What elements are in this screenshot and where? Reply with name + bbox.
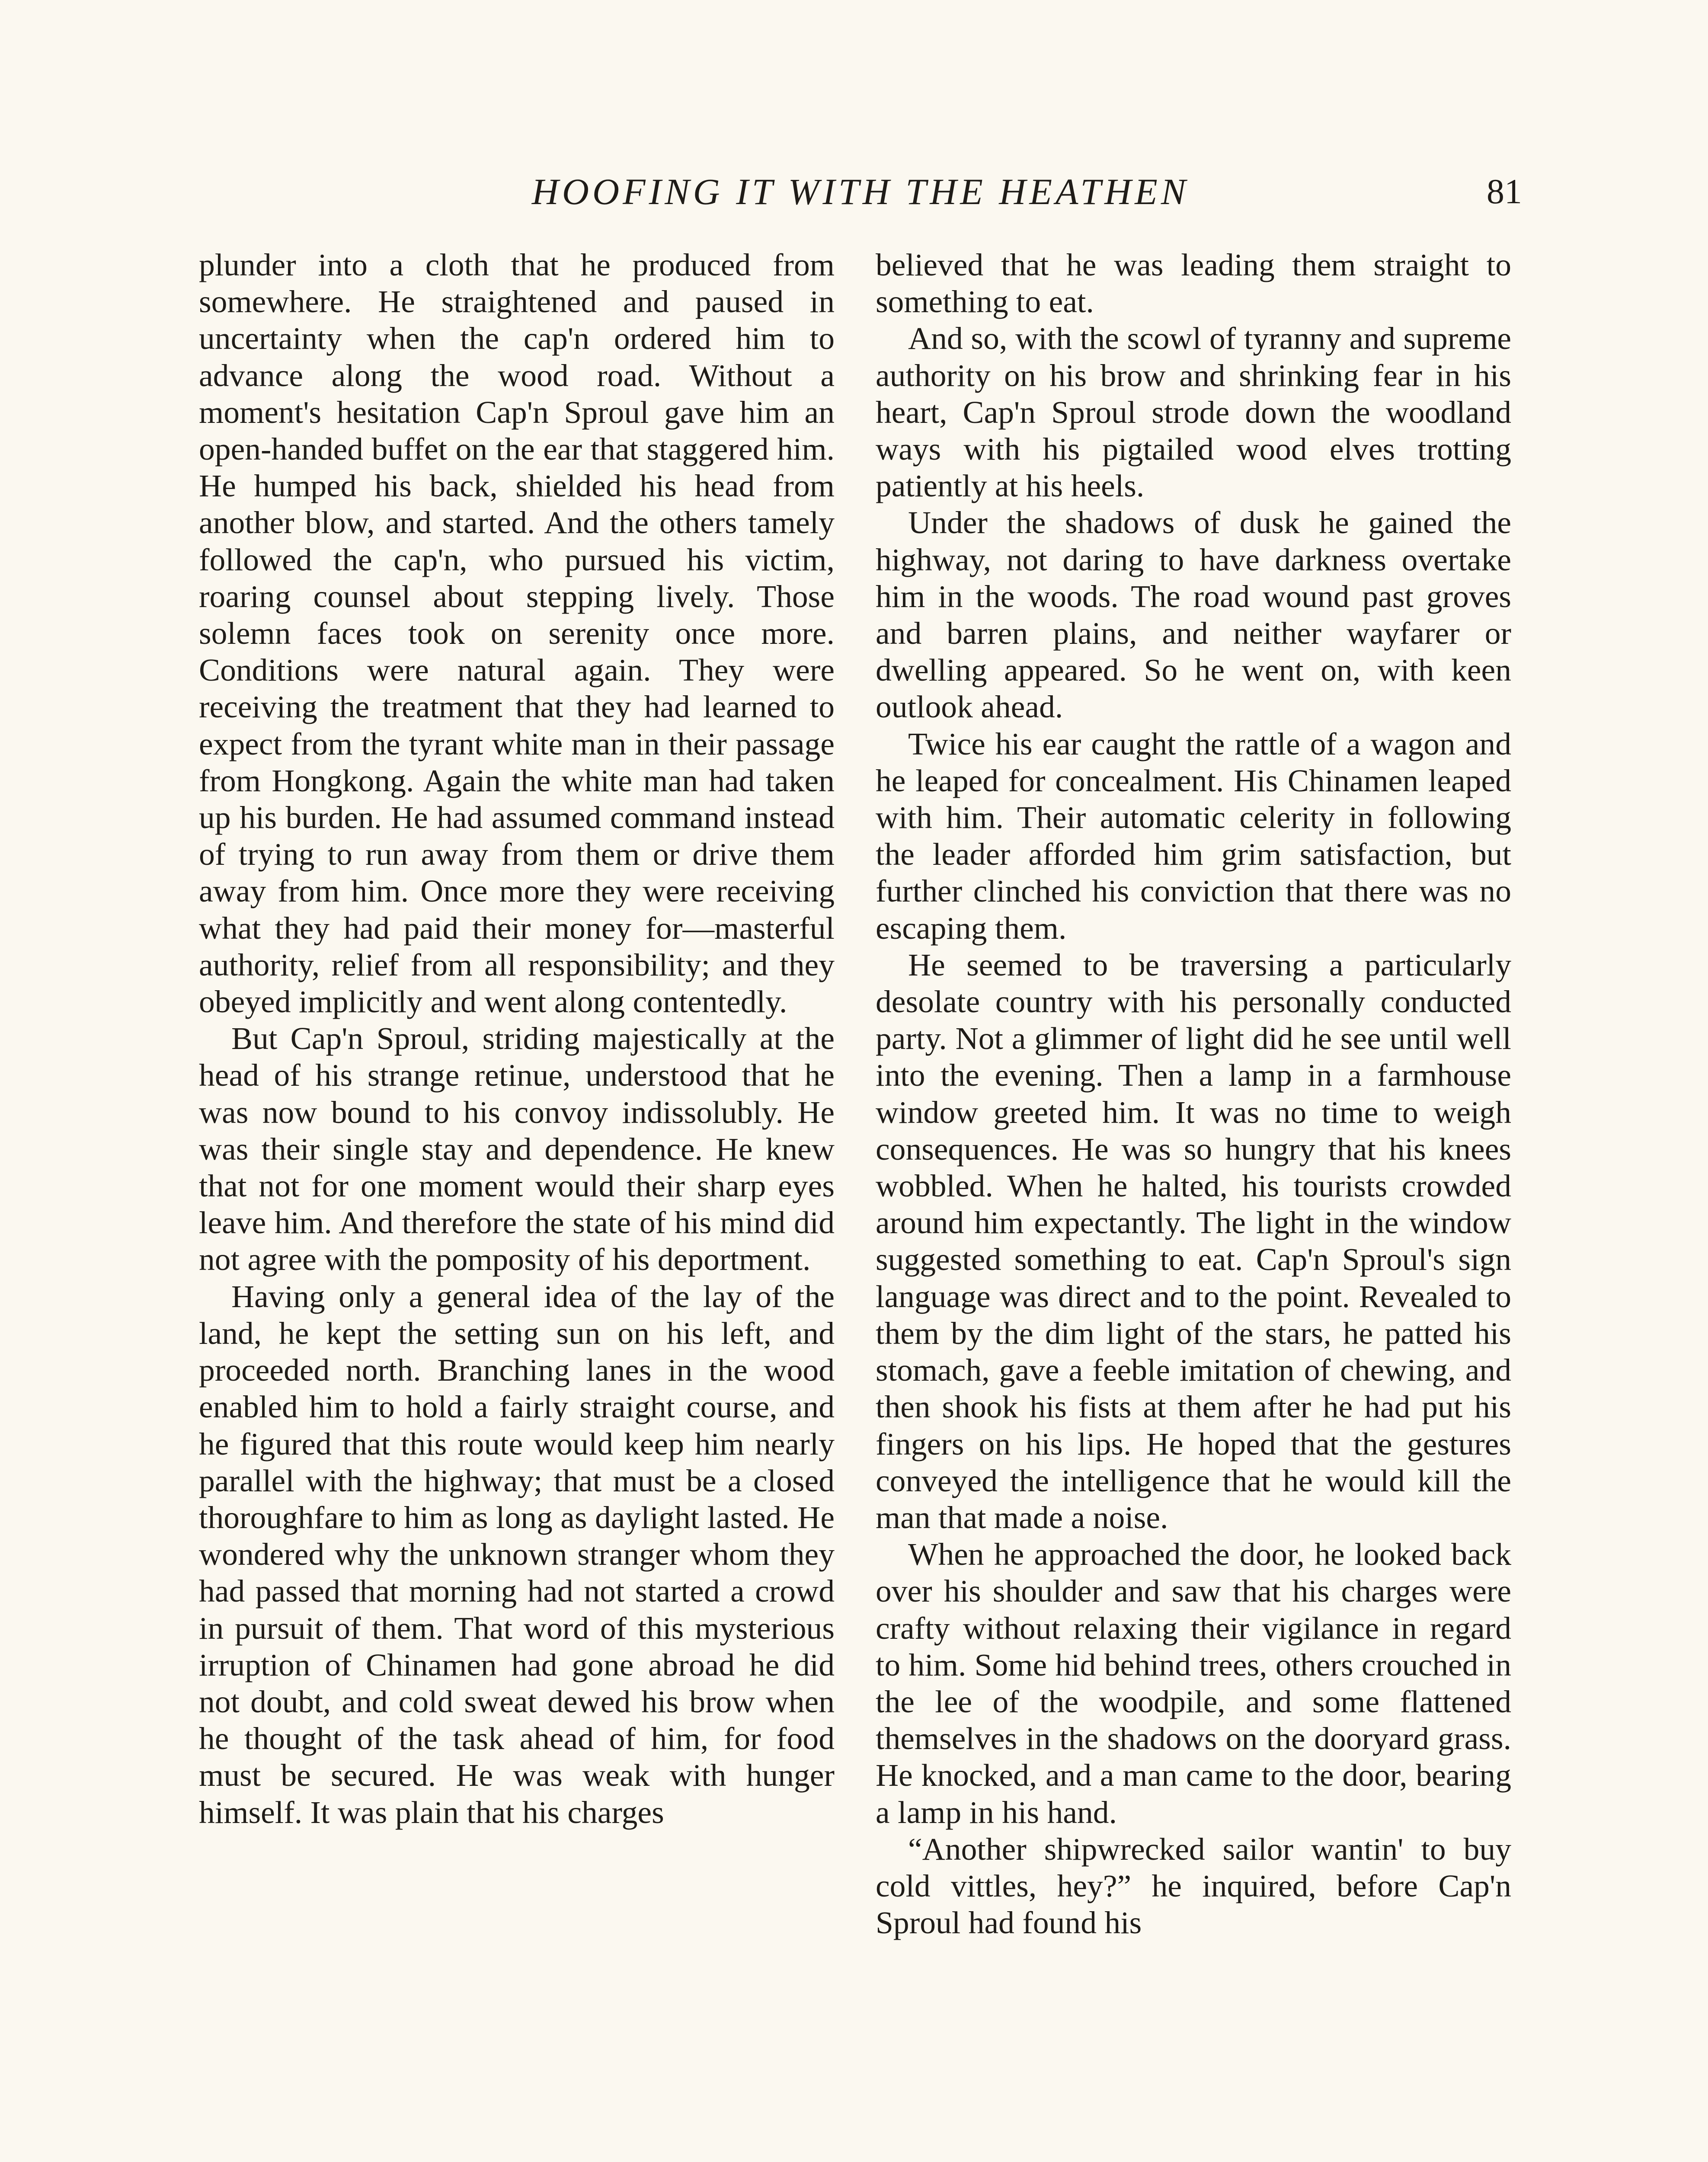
right-column: [876, 246, 1511, 1941]
paragraph: But Cap'n Sproul, striding majestically at the head of his strange retinue, understood that he was now bound to his convoy indissolubly. He was their single stay and dependence. He knew that not for one moment would their sharp eyes leave him. And therefore the state of his mind did not agree with the pomposity of his deportment.: [199, 1020, 835, 1277]
paragraph: He seemed to be traversing a particularly desolate country with his personally conducted party. Not a glimmer of light did he see until well into the evening. Then a lamp in a farmhouse window greeted him. It was no time to weigh consequences. He was so hungry that his knees wobbled. When he halted, his tourists crowded around him expectantly. The light in the window suggested something to eat. Cap'n Sproul's sign language was direct and to the point. Revealed to them by the dim light of the stars, he patted his stomach, gave a feeble imitation of chewing, and then shook his fists at them after he had put his fingers on his lips. He hoped that the gestures conveyed the intelligence that he would kill the man that made a noise.: [876, 947, 1511, 1535]
paragraph: And so, with the scowl of tyranny and supreme authority on his brow and shrinking fear in his heart, Cap'n Sproul strode down the woodland ways with his pigtailed wood elves trotting patiently at his heels.: [876, 320, 1511, 504]
paragraph: When he approached the door, he looked back over his shoulder and saw that his charges were crafty without relaxing their vigilance in regard to him. Some hid behind trees, others crouched in the lee of the woodpile, and some flattened themselves in the shadows on the dooryard grass. He knocked, and a man came to the door, bearing a lamp in his hand.: [876, 1536, 1511, 1830]
paragraph: plunder into a cloth that he produced from somewhere. He straightened and paused in uncertainty when the cap'n ordered him to advance along the wood road. Without a moment's hesitation Cap'n Sproul gave him an open-handed buffet on the ear that staggered him. He humped his back, shielded his head from another blow, and started. And the others tamely followed the cap'n, who pursued his victim, roaring counsel about stepping lively. Those solemn faces took on serenity once more. Conditions were natural again. They were receiving the treatment that they had learned to expect from the tyrant white man in their passage from Hongkong. Again the white man had taken up his burden. He had assumed command instead of trying to run away from them or drive them away from him. Once more they were receiving what they had paid their money for—masterful authority, relief from all responsibility; and they obeyed implicitly and went along contentedly.: [199, 247, 835, 1020]
paragraph: Under the shadows of dusk he gained the highway, not daring to have darkness overtake him in the woods. The road wound past groves and barren plains, and neither wayfarer or dwelling appeared. So he went on, with keen outlook ahead.: [876, 505, 1511, 725]
paragraph: “Another shipwrecked sailor wantin' to buy cold vittles, hey?” he inquired, before Cap'n Sproul had found his: [876, 1831, 1511, 1941]
paragraph: Twice his ear caught the rattle of a wagon and he leaped for concealment. His Chinamen leaped with him. Their automatic celerity in following the leader afforded him grim satisfaction, but further clinched his conviction that there was no escaping them.: [876, 726, 1511, 946]
page-number: 81: [1487, 172, 1522, 211]
page-header: [199, 168, 1522, 215]
left-column: [199, 246, 835, 1831]
paragraph: believed that he was leading them straight to something to eat.: [876, 247, 1511, 320]
paragraph: Having only a general idea of the lay of the land, he kept the setting sun on his left, and proceeded north. Branching lanes in the wood enabled him to hold a fairly straight course, and he figured that this route would keep him nearly parallel with the highway; that must be a closed thoroughfare to him as long as daylight lasted. He wondered why the unknown stranger whom they had passed that morning had not started a crowd in pursuit of them. That word of this mysterious irruption of Chinamen had gone abroad he did not doubt, and cold sweat dewed his brow when he thought of the task ahead of him, for food must be secured. He was weak with hunger himself. It was plain that his charges: [199, 1278, 835, 1830]
running-title: HOOFING IT WITH THE HEATHEN: [531, 171, 1190, 212]
